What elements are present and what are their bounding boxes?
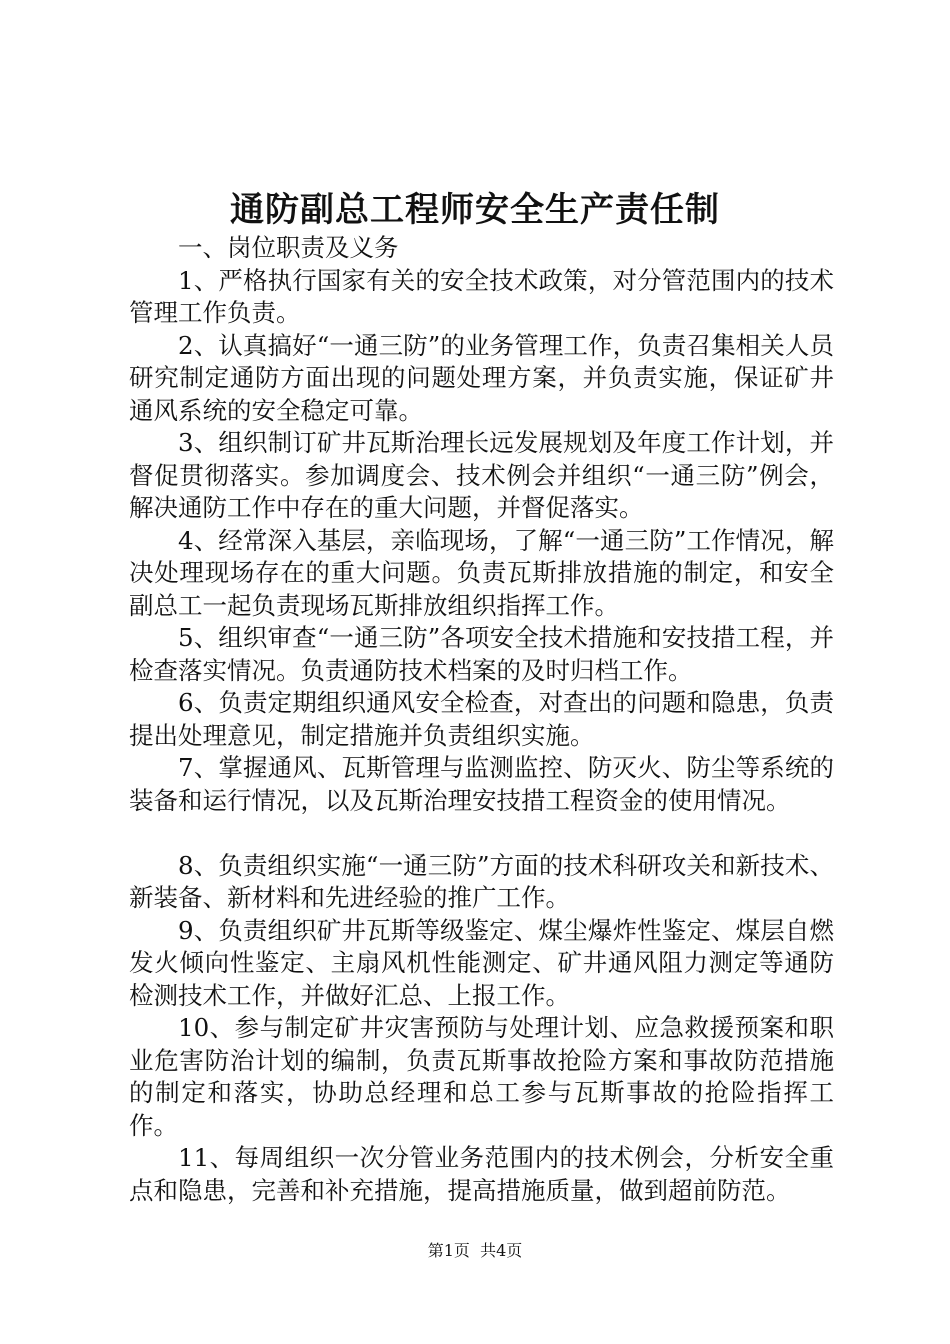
footer-separator	[470, 1241, 480, 1260]
section-heading: 一、岗位职责及义务	[178, 233, 399, 262]
paragraph-1: 1、严格执行国家有关的安全技术政策，对分管范围内的技术管理工作负责。	[129, 265, 834, 327]
document-body	[129, 232, 834, 1207]
page-total: 共4页	[480, 1241, 523, 1260]
paragraph-9: 9、负责组织矿井瓦斯等级鉴定、煤尘爆炸性鉴定、煤层自燃发火倾向性鉴定、主扇风机性能测定、矿井通风阻力测定等通防检测技术工作，并做好汇总、上报工作。	[129, 915, 834, 1010]
paragraph-11: 11、每周组织一次分管业务范围内的技术例会，分析安全重点和隐患，完善和补充措施，提高措施质量，做到超前防范。	[129, 1143, 834, 1205]
paragraph-3: 3、组织制订矿井瓦斯治理长远发展规划及年度工作计划，并督促贯彻落实。参加调度会、技术例会并组织“一通三防”例会，解决通防工作中存在的重大问题，并督促落实。	[129, 428, 834, 522]
paragraph-8: 8、负责组织实施“一通三防”方面的技术科研攻关和新技术、新装备、新材料和先进经验的推广工作。	[129, 850, 834, 912]
paragraph-4: 4、经常深入基层，亲临现场，了解“一通三防”工作情况，解决处理现场存在的重大问题。负责瓦斯排放措施的制定，和安全副总工一起负责现场瓦斯排放组织指挥工作。	[129, 525, 834, 620]
paragraph-2: 2、认真搞好“一通三防”的业务管理工作，负责召集相关人员研究制定通防方面出现的问题处理方案，并负责实施，保证矿井通风系统的安全稳定可靠。	[129, 330, 834, 425]
document-title: 通防副总工程师安全生产责任制	[230, 190, 720, 230]
paragraph-7: 7、掌握通风、瓦斯管理与监测监控、防灭火、防尘等系统的装备和运行情况，以及瓦斯治理安技措工程资金的使用情况。	[129, 753, 834, 815]
page-number: 第1页	[427, 1241, 470, 1260]
page-footer	[0, 1240, 950, 1262]
paragraph-5: 5、组织审查“一通三防”各项安全技术措施和安技措工程，并检查落实情况。负责通防技术档案的及时归档工作。	[129, 623, 834, 685]
paragraph-6: 6、负责定期组织通风安全检查，对查出的问题和隐患，负责提出处理意见，制定措施并负责组织实施。	[129, 688, 834, 750]
paragraph-10: 10、参与制定矿井灾害预防与处理计划、应急救援预案和职业危害防治计划的编制，负责瓦斯事故抢险方案和事故防范措施的制定和落实，协助总经理和总工参与瓦斯事故的抢险指挥工作。	[129, 1013, 834, 1140]
